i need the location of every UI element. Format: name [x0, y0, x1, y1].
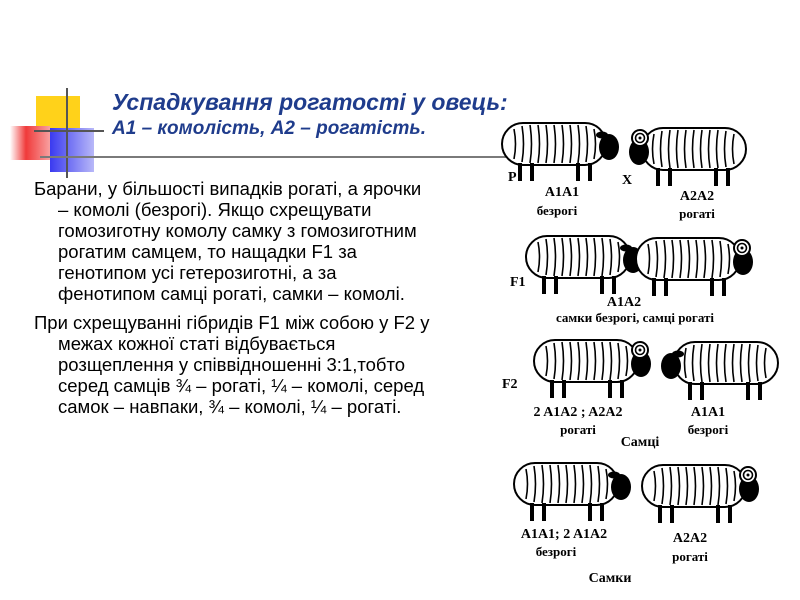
sheep-f2-male-polled-icon [661, 342, 778, 400]
sheep-f2-female-horned-icon [642, 465, 759, 523]
title-line-2: А1 – комолість, А2 – рогатість. [112, 118, 426, 139]
p-label: P [508, 170, 517, 185]
p-right-genotype: A2A2 [679, 189, 715, 204]
f2-males-left-genotype: 2 A1A2 ; A2A2 [533, 405, 623, 420]
f1-phenotype: самки безрогі, самці рогаті [555, 310, 715, 325]
sheep-f1-right-icon [636, 238, 753, 296]
body-paragraph-2: При схрещуванні гібридів F1 між собою у F2 у межах кожної статі відбувається розщеплення у співвідношенні 3:1,тобто серед самців ¾ – рогаті, ¼ – комолі, серед самок – навпаки, ¾ – комолі, ¼ – рогаті. [34, 312, 430, 417]
title-line-1: Успадкування рогатості у овець: [112, 89, 508, 115]
cross-label: X [622, 173, 633, 188]
f2-label: F2 [502, 377, 518, 392]
sheep-f2-female-polled-icon [514, 463, 631, 521]
p-left-phenotype: безрогі [536, 203, 578, 218]
f2-males-right-genotype: A1A1 [690, 405, 726, 420]
f2-females-right-phenotype: рогаті [672, 549, 708, 564]
p-left-genotype: A1A1 [544, 185, 580, 200]
sheep-p-right-icon [629, 128, 746, 186]
f2-males-right-phenotype: безрогі [687, 422, 729, 437]
sheep-f1-left-icon [526, 236, 643, 294]
body-paragraph-1: Барани, у більшості випадків рогаті, а ярочки – комолі (безрогі). Якщо схрещувати гомозиготну комолу самку з гомозиготним рогатим самцем, то нащадки F1 за генотипом усі гетерозиготні, а за фенотипом самці рогаті, самки – комолі. [34, 178, 422, 304]
f2-females-left-phenotype: безрогі [535, 544, 577, 559]
sheep-f2-male-horned-icon [534, 340, 651, 398]
f2-males-left-phenotype: рогаті [560, 422, 596, 437]
f1-label: F1 [510, 275, 526, 290]
females-label: Самки [588, 571, 632, 586]
f2-females-left-genotype: A1A1; 2 A1A2 [520, 527, 608, 542]
males-label: Самці [620, 435, 660, 450]
sheep-p-left-icon [502, 123, 619, 181]
f2-females-right-genotype: A2A2 [672, 531, 708, 546]
f1-genotype: A1A2 [606, 295, 642, 310]
p-right-phenotype: рогаті [679, 206, 715, 221]
